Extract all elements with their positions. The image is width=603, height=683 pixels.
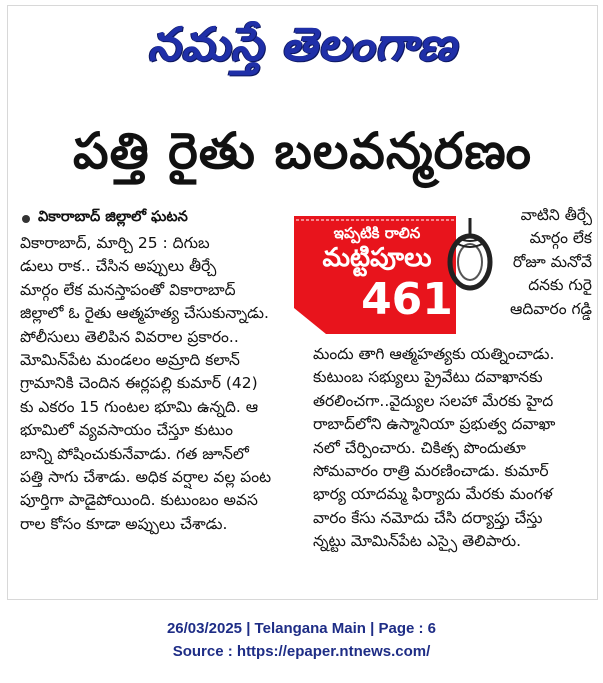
article-line: న్నట్టు మోమిన్‌పేట ఎస్సై తెలిపారు. [313,532,522,551]
article-line: మోమిన్‌పేట మండలం అమ్రాది కలాన్ [20,351,240,370]
footer-date-edition: 26/03/2025 | Telangana Main | Page : 6 [166,620,437,637]
masthead [8,6,597,94]
article-line: మార్గం లేక [529,229,592,248]
article-line: పోలీసులు తెలిపిన వివరాల ప్రకారం.. [20,327,239,346]
article-line: గ్రామానికి చెందిన ఈర్లపల్లి కుమార్ (42) [20,374,258,393]
article-line: భార్య యాదమ్మ ఫిర్యాదు మేరకు మంగళ [313,485,553,504]
article-line: సోమవారం రాత్రి మరణించాడు. కుమార్ [313,462,549,481]
article-line: నలో చేర్పించారు. చికిత్స పొందుతూ [313,438,526,457]
article-line: బాన్ని పోషించుకునేవాడు. గత జూన్‌లో [20,444,249,463]
bullet-icon [22,215,30,223]
footer-source: Source : https://epaper.ntnews.com/ [172,643,431,660]
dateline-row [22,208,312,230]
article-line: కుటుంబ సభ్యులు ప్రైవేటు దవాఖానకు [313,368,543,387]
article-line: ఆదివారం గడ్డి [509,299,592,318]
article-line: భూమిలో వ్యవసాయం చేస్తూ కుటుం [20,421,234,440]
headline-text: పత్తి రైతు బలవన్మరణం [73,121,532,180]
infobox-count: 461 [361,274,453,325]
article-line: రాబాద్‌లోని ఉస్మానియా ప్రభుత్వ దవాఖా [313,415,556,434]
article-line: వాటిని తీర్చే [520,206,592,224]
dateline: వికారాబాద్ జిల్లాలో ఘటన [38,209,188,225]
article-line: వారం కేసు నమోదు చేసి దర్యాప్తు చేస్తు [313,508,543,527]
article-line: తరలించగా..వైద్యుల సలహా మేరకు హైద [313,391,554,410]
infobox [294,216,500,336]
article-line: కు ఎకరం 15 గుంటల భూమి ఉన్నది. ఆ [20,397,259,416]
article-line: దనకు గురై [528,276,592,295]
article-line: రాల కోసం కూడా అప్పులు చేశాడు. [20,514,228,533]
article-line: పూర్తిగా పాడైపోయింది. కుటుంబం అవస [20,491,258,510]
infobox-line2: మట్టిపూలు [322,243,432,273]
noose-icon [444,218,502,300]
article-line: రోజూ మనోవే [512,252,592,271]
masthead-title: నమస్తే తెలంగాణ [147,17,458,71]
article-line: మార్గం లేక మనస్తాపంతో వికారాబాద్ [20,280,236,299]
infobox-line1: ఇప్పటికి రాలిన [333,224,421,242]
headline [8,112,597,202]
article-line: డులు రాక.. చేసిన అప్పులు తీర్చే [20,257,217,276]
article-line: జిల్లాలో ఓ రైతు ఆత్మహత్య చేసుకున్నాడు. [20,304,269,323]
article-line: మందు తాగి ఆత్మహత్యకు యత్నించాడు. [313,345,555,363]
article-column-right [313,343,593,554]
article-column-right-top [496,204,592,321]
article-line: పత్తి సాగు చేశాడు. అధిక వర్షాల వల్ల పంట [20,468,272,487]
news-clipping [7,5,598,600]
article-line: వికారాబాద్, మార్చి 25 : దిగుబ [20,234,210,252]
article-column-left [20,232,292,536]
